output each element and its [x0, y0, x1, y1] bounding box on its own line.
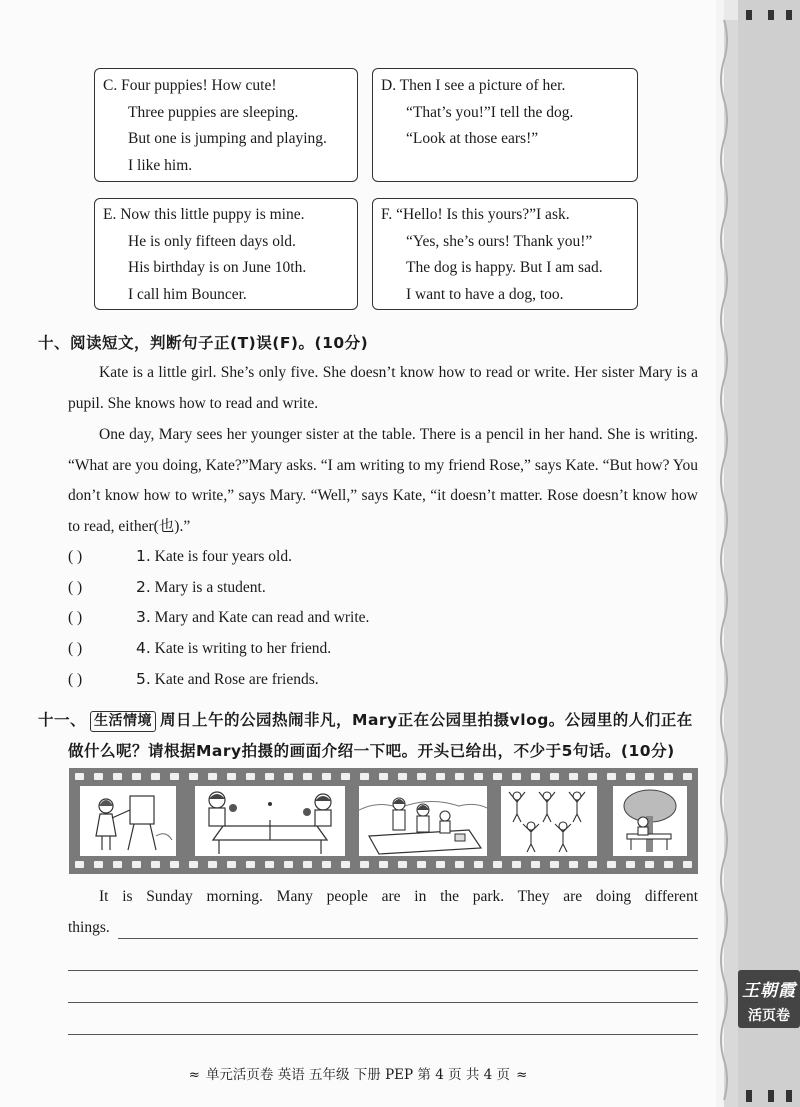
- answer-blank-4[interactable]: ( ): [68, 640, 83, 657]
- film-holes-bottom: [75, 861, 692, 869]
- footer-wave-left-icon: ≈: [188, 1067, 200, 1083]
- tf-item-5: [68, 670, 319, 689]
- story-box-f: [372, 198, 638, 310]
- life-scenario-tag: 生活情境: [90, 711, 156, 732]
- writing-line-4[interactable]: [68, 1034, 698, 1035]
- section-11-number: 十一、: [38, 711, 87, 729]
- binding-strip: [716, 0, 800, 1107]
- film-strip-illustration: [69, 768, 698, 874]
- box-c-line-2: Three puppies are sleeping.: [128, 103, 299, 121]
- brand-logo: [738, 970, 800, 1028]
- section-10-title: 十、阅读短文，判断句子正(T)误(F)。(10分): [38, 334, 369, 352]
- tf-item-3-number: 3.: [136, 608, 151, 626]
- box-c-line-4: I like him.: [128, 156, 193, 174]
- writing-start-line-2-text: things.: [68, 919, 110, 936]
- tf-item-3-text: Mary and Kate can read and write.: [150, 609, 370, 626]
- box-f-line-2: “Yes, she’s ours! Thank you!”: [406, 232, 593, 250]
- story-box-e: [94, 198, 358, 310]
- box-f-line-1: F. “Hello! Is this yours?”I ask.: [381, 206, 570, 223]
- box-e-line-4: I call him Bouncer.: [128, 285, 247, 303]
- box-f-line-4: I want to have a dog, too.: [406, 285, 564, 303]
- box-e-line-3: His birthday is on June 10th.: [128, 259, 307, 276]
- section-11-title-line-2: 做什么呢？请根据Mary拍摄的画面介绍一下吧。开头已给出，不少于5句话。(10分): [68, 742, 675, 760]
- writing-line-1[interactable]: [118, 938, 698, 939]
- brand-logo-line-2: 活页卷: [748, 1008, 790, 1024]
- footer-text: 单元活页卷 英语 五年级 下册 PEP 第 4 页 共 4 页: [205, 1067, 511, 1083]
- page-footer: [0, 1063, 716, 1083]
- box-c-line-1: C. Four puppies! How cute!: [103, 77, 277, 94]
- film-holes-top: [75, 773, 692, 781]
- reading-paragraph-2: [68, 420, 698, 542]
- writing-start-line-1: It is Sunday morning. Many people are in the park. They are doing different: [99, 888, 698, 905]
- frame-picnic-picture: [359, 786, 487, 856]
- footer-wave-right-icon: ≈: [516, 1067, 528, 1083]
- frame-painting-picture: [80, 786, 176, 856]
- answer-blank-5[interactable]: ( ): [68, 671, 83, 688]
- tf-item-4-text: Kate is writing to her friend.: [150, 640, 332, 657]
- frame-ping-pong-picture: [195, 786, 345, 856]
- tf-item-2-text: Mary is a student.: [150, 579, 266, 596]
- reading-paragraph-1-text: Kate is a little girl. She’s only five. She doesn’t know how to read or write. Her sister Mary is a pupil. She knows how to read and write.: [68, 364, 698, 412]
- tf-item-1-number: 1.: [136, 547, 151, 565]
- answer-blank-1[interactable]: ( ): [68, 548, 83, 565]
- reading-paragraph-2-text: One day, Mary sees her younger sister at the table. There is a pencil in her hand. She is writing. “What are you doing, Kate?”Mary asks. “I am writing to my friend Rose,” says Kate. “But how? You don’t know how to write,” says Mary. “Well,” says Kate, “it doesn’t matter. Rose doesn’t know how to read, either(也).”: [68, 426, 698, 535]
- answer-blank-2[interactable]: ( ): [68, 579, 83, 596]
- tf-item-5-text: Kate and Rose are friends.: [150, 671, 319, 688]
- box-d-line-1: D. Then I see a picture of her.: [381, 77, 566, 94]
- box-c-line-3: But one is jumping and playing.: [128, 130, 327, 147]
- frame-bench-tree-picture: [613, 786, 687, 856]
- binding-wave-edge: [716, 0, 800, 1107]
- tf-item-3: [68, 608, 369, 627]
- box-e-line-1: E. Now this little puppy is mine.: [103, 206, 305, 223]
- box-e-line-2: He is only fifteen days old.: [128, 232, 296, 250]
- tf-item-1: [68, 547, 292, 566]
- writing-line-3[interactable]: [68, 1002, 698, 1003]
- tf-item-4: [68, 639, 331, 658]
- frame-dancing-picture: [501, 786, 597, 856]
- writing-line-2[interactable]: [68, 970, 698, 971]
- section-11-title-line-1: [38, 708, 693, 732]
- tf-item-2: [68, 578, 266, 597]
- box-d-line-2: “That’s you!”I tell the dog.: [406, 103, 574, 121]
- box-d-line-3: “Look at those ears!”: [406, 130, 539, 147]
- story-box-c: [94, 68, 358, 182]
- section-11-prompt-1: 周日上午的公园热闹非凡，Mary正在公园里拍摄vlog。公园里的人们正在: [160, 711, 693, 729]
- binding-marks-bottom: [716, 1080, 800, 1107]
- box-f-line-3: The dog is happy. But I am sad.: [406, 259, 603, 276]
- tf-item-5-number: 5.: [136, 670, 151, 688]
- tf-item-2-number: 2.: [136, 578, 151, 596]
- brand-logo-line-1: 王朝霞: [742, 981, 796, 1001]
- tf-item-4-number: 4.: [136, 639, 151, 657]
- tf-item-1-text: Kate is four years old.: [150, 548, 292, 565]
- reading-paragraph-1: [68, 358, 698, 419]
- writing-start-line-2: [68, 919, 698, 937]
- story-box-d: [372, 68, 638, 182]
- answer-blank-3[interactable]: ( ): [68, 609, 83, 626]
